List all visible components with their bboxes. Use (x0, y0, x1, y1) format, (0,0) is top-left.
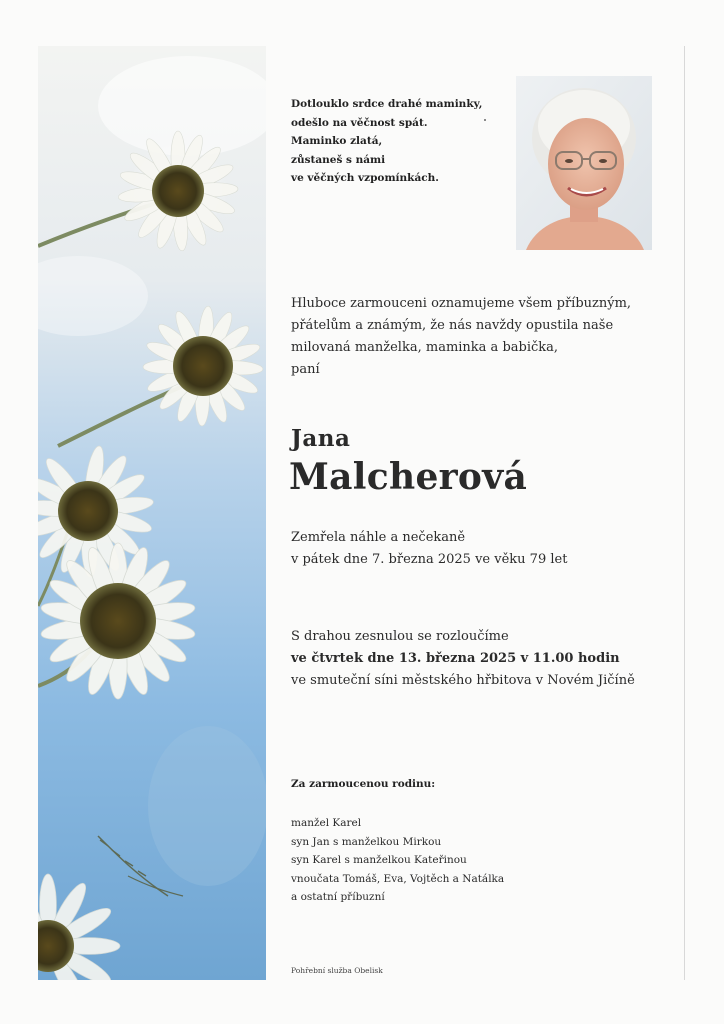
family-member: vnoučata Tomáš, Eva, Vojtěch a Natálka (291, 872, 505, 885)
deceased-first-name: Jana (291, 425, 351, 452)
announcement-line: přátelům a známým, že nás navždy opustila naše (291, 318, 614, 333)
death-info (291, 527, 567, 571)
death-line: v pátek dne 7. března 2025 ve věku 79 let (291, 552, 568, 567)
death-line: Zemřela náhle a nečekaně (291, 530, 466, 545)
poem-line: odešlo na věčnost spát. (291, 116, 428, 129)
poem-line: Dotlouklo srdce drahé maminky, (291, 98, 483, 110)
daisy-photo (38, 46, 266, 980)
funeral-info (291, 626, 635, 692)
announcement-line: paní (291, 362, 320, 377)
poem-line: zůstaneš s námi (291, 153, 386, 166)
family-heading: Za zarmoucenou rodinu: (291, 778, 436, 790)
deceased-last-name: Malcherová (289, 456, 528, 498)
announcement-line: milovaná manželka, maminka a babička, (291, 340, 559, 355)
funeral-service-credit: Pohřební služba Obelisk (291, 966, 383, 975)
family-member: syn Jan s manželkou Mirkou (291, 835, 442, 848)
scan-speck (484, 119, 486, 121)
announcement-line: Hluboce zarmouceni oznamujeme všem příbuzným, (291, 296, 632, 311)
funeral-intro: S drahou zesnulou se rozloučíme (291, 629, 509, 644)
poem-line: ve věčných vzpomínkách. (291, 172, 439, 184)
poem-line: Maminko zlatá, (291, 135, 383, 147)
page-edge-line (684, 46, 685, 980)
funeral-datetime: ve čtvrtek dne 13. března 2025 v 11.00 hodin (291, 651, 620, 666)
memorial-poem (291, 95, 501, 188)
family-member: a ostatní příbuzní (291, 891, 385, 904)
family-list (291, 814, 504, 907)
portrait-photo (516, 76, 652, 250)
family-member: manžel Karel (291, 817, 362, 829)
announcement-text (291, 293, 671, 381)
family-member: syn Karel s manželkou Kateřinou (291, 854, 467, 867)
funeral-place: ve smuteční síni městského hřbitova v Novém Jičíně (291, 673, 635, 688)
